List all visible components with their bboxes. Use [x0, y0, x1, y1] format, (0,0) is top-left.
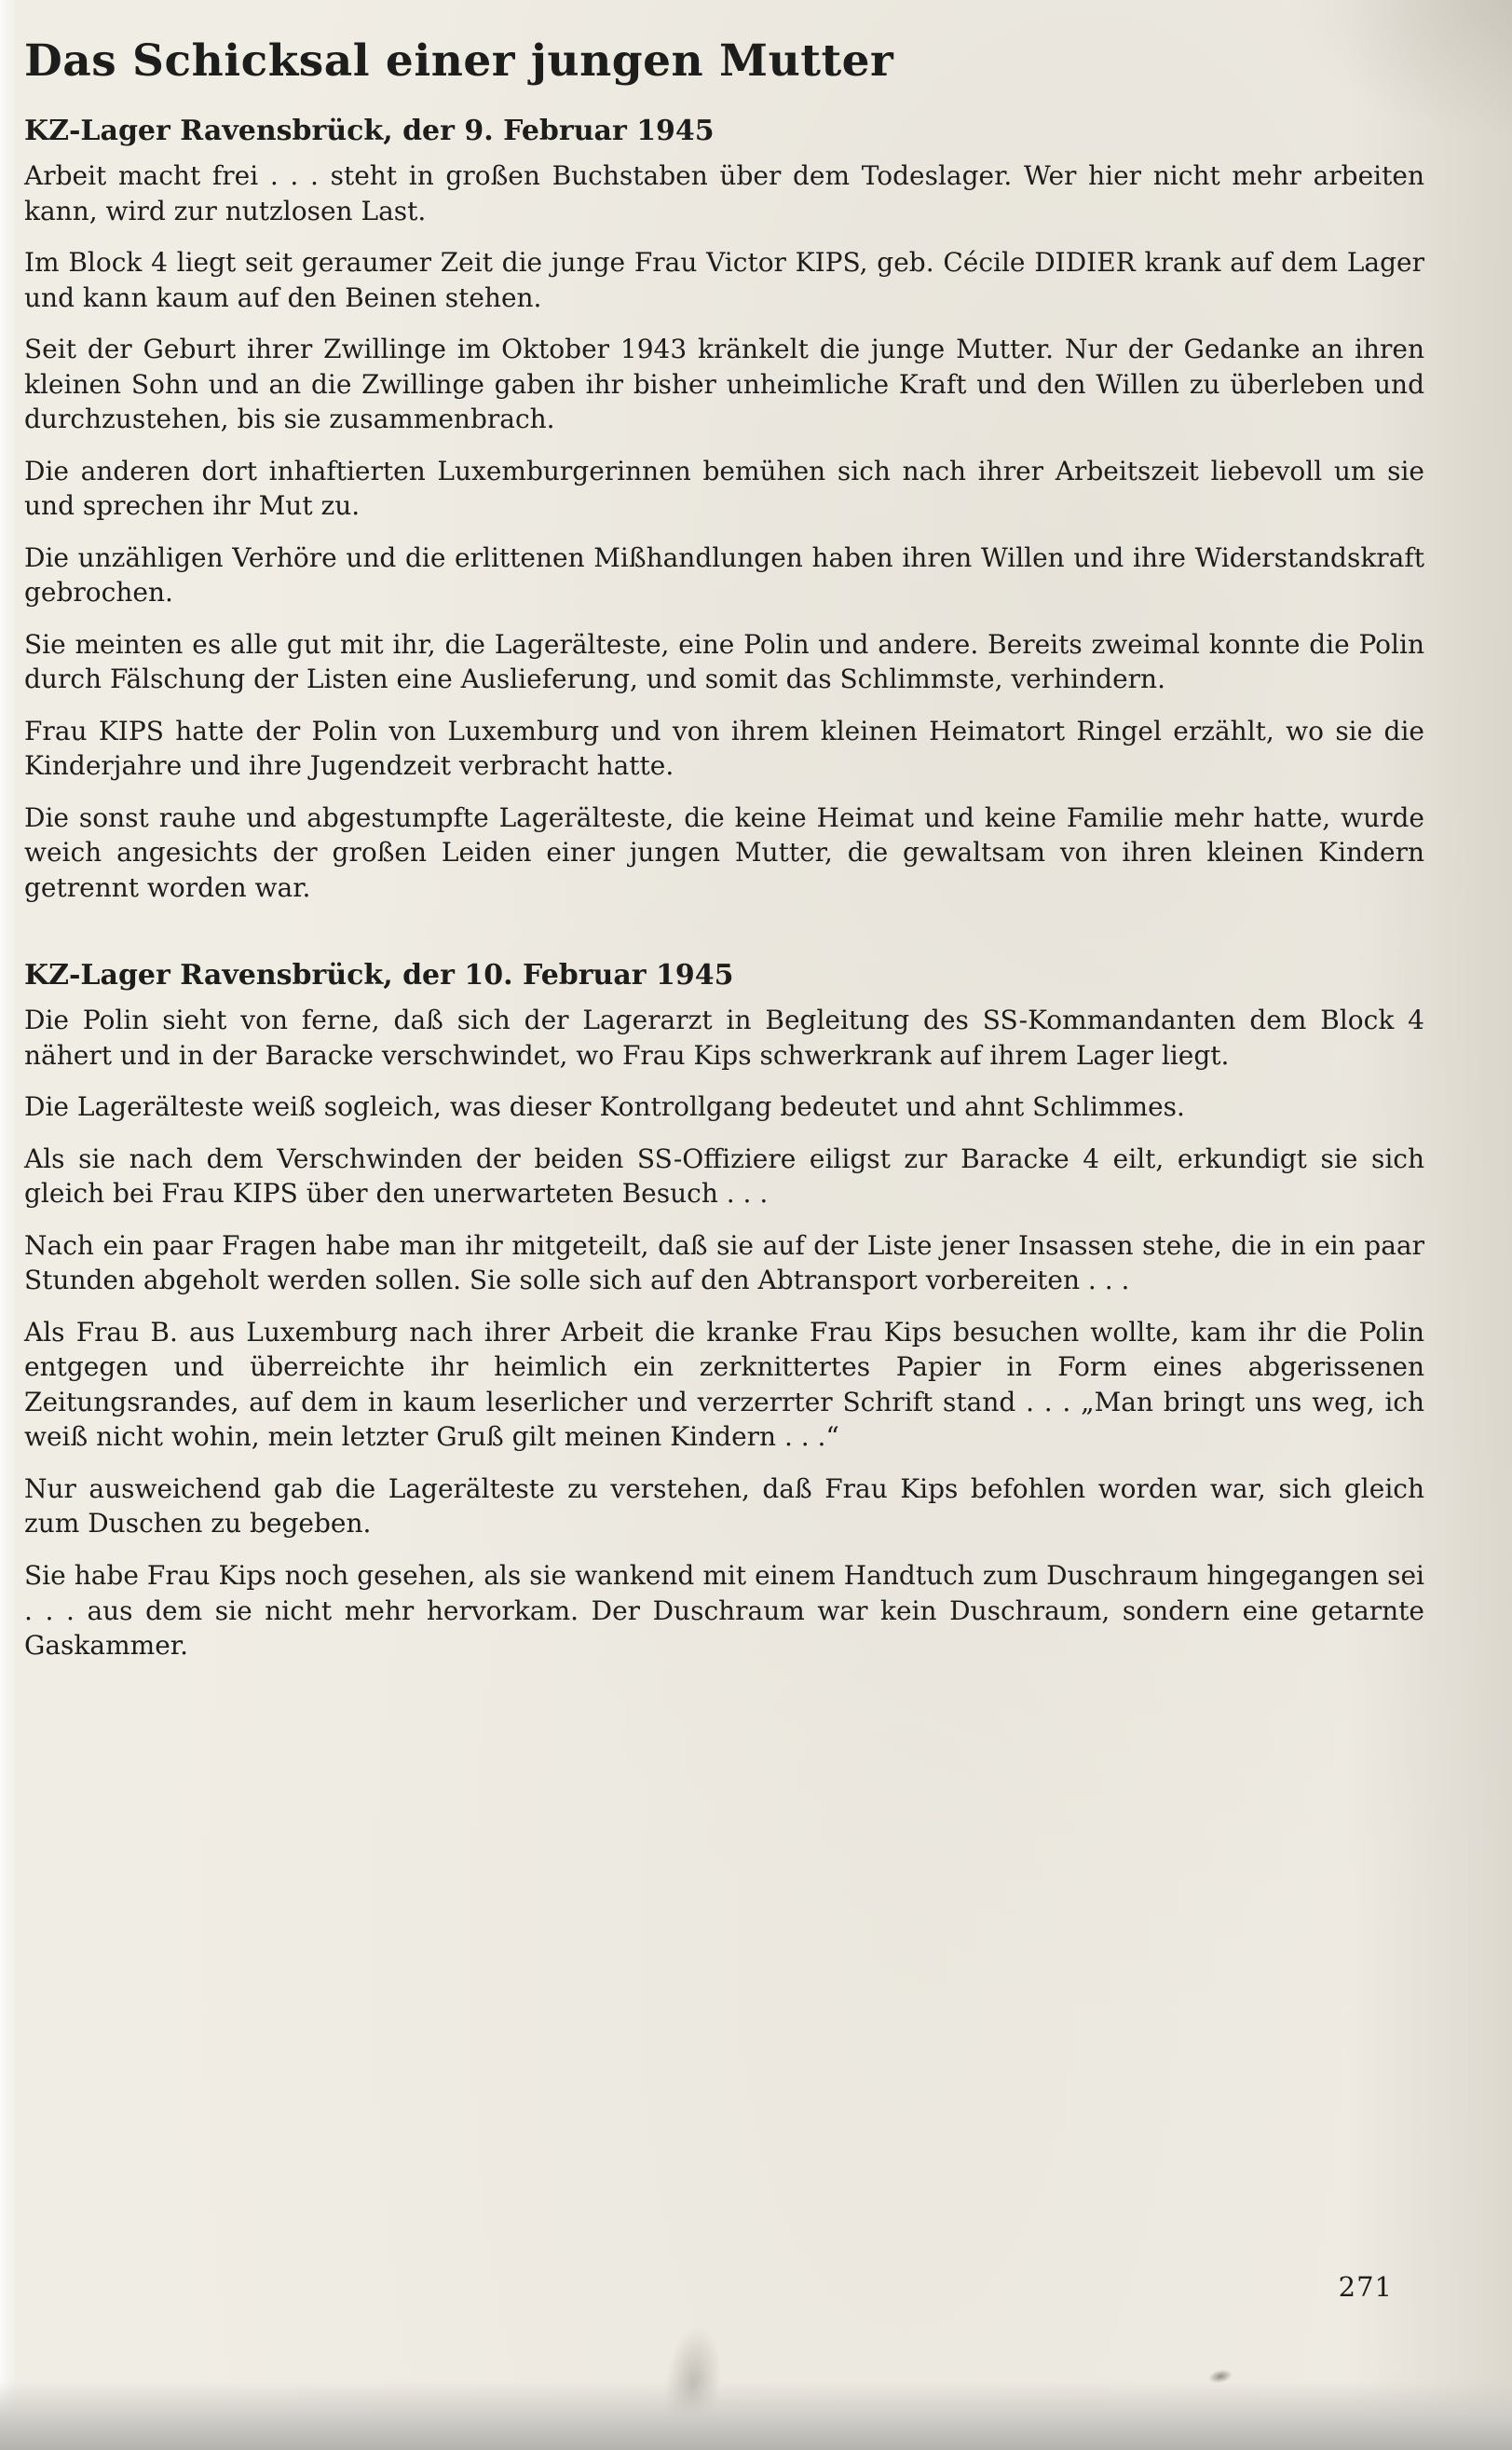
paragraph: Die unzähligen Verhöre und die erlittenen Mißhandlungen haben ihren Willen und ihre Widerstandskraft gebrochen. [24, 541, 1424, 609]
paragraph: Sie habe Frau Kips noch gesehen, als sie wankend mit einem Handtuch zum Duschraum hingegangen sei . . . aus dem sie nicht mehr hervorkam. Der Duschraum war kein Duschraum, sondern eine getarnte Gaskammer. [24, 1559, 1424, 1662]
section-february-9 [24, 115, 1424, 905]
paragraph: Seit der Geburt ihrer Zwillinge im Oktober 1943 kränkelt die junge Mutter. Nur der Gedanke an ihren kleinen Sohn und an die Zwillinge gaben ihr bisher unheimliche Kraft und den Willen zu überleben und durchzustehen, bis sie zusammenbrach. [24, 334, 1424, 435]
section-february-10 [24, 959, 1424, 1663]
paragraph: Arbeit macht frei . . . steht in großen Buchstaben über dem Todeslager. Wer hier nicht mehr arbeiten kann, wird zur nutzlosen Last. [24, 160, 1424, 226]
paragraph: Nach ein paar Fragen habe man ihr mitgeteilt, daß sie auf der Liste jener Insassen stehe, die in ein paar Stunden abgeholt werden sollen. Sie solle sich auf den Abtransport vorbereiten . . . [24, 1229, 1424, 1296]
paragraph: Im Block 4 liegt seit geraumer Zeit die junge Frau Victor KIPS, geb. Cécile DIDIER krank auf dem Lager und kann kaum auf den Beinen stehen. [24, 247, 1424, 313]
section-heading-feb-9: KZ-Lager Ravensbrück, der 9. Februar 1945 [24, 115, 715, 147]
paragraph: Die Polin sieht von ferne, daß sich der Lagerarzt in Begleitung des SS-Kommandanten dem Block 4 nähert und in der Baracke verschwindet, wo Frau Kips schwerkrank auf ihrem Lager liegt. [24, 1005, 1424, 1071]
paragraph: Als sie nach dem Verschwinden der beiden SS-Offiziere eiligst zur Baracke 4 eilt, erkundigt sie sich gleich bei Frau KIPS über den unerwarteten Besuch . . . [24, 1143, 1424, 1210]
paragraph: Nur ausweichend gab die Lagerälteste zu verstehen, daß Frau Kips befohlen worden war, sich gleich zum Duschen zu begeben. [24, 1472, 1424, 1540]
paragraph: Die sonst rauhe und abgestumpfte Lagerälteste, die keine Heimat und keine Familie mehr hatte, wurde weich angesichts der großen Leiden einer jungen Mutter, die gewaltsam von ihren kleinen Kindern getrennt worden war. [24, 801, 1424, 903]
page-number: 271 [1338, 2271, 1393, 2303]
paragraph: Als Frau B. aus Luxemburg nach ihrer Arbeit die kranke Frau Kips besuchen wollte, kam ihr die Polin entgegen und überreichte ihr heimlich ein zerknittertes Papier in Form eines abgerissenen Zeitungsrandes, auf dem in kaum leserlicher und verzerrter Schrift stand . . . „Man bringt uns weg, ich weiß nicht wohin, mein letzter Gruß gilt meinen Kindern . . .“ [24, 1316, 1424, 1453]
paragraph: Die Lagerälteste weiß sogleich, was dieser Kontrollgang bedeutet und ahnt Schlimmes. [24, 1091, 1185, 1123]
paragraph: Frau KIPS hatte der Polin von Luxemburg und von ihrem kleinen Heimatort Ringel erzählt, wo sie die Kinderjahre und ihre Jugendzeit verbracht hatte. [24, 715, 1424, 782]
paragraph: Sie meinten es alle gut mit ihr, die Lagerälteste, eine Polin und andere. Bereits zweimal konnte die Polin durch Fälschung der Listen eine Auslieferung, und somit das Schlimmste, verhindern. [24, 628, 1424, 695]
page-title: Das Schicksal einer jungen Mutter [24, 35, 894, 87]
section-heading-feb-10: KZ-Lager Ravensbrück, der 10. Februar 1945 [24, 959, 734, 992]
scan-shadow-bottom [0, 2381, 1512, 2450]
paragraph: Die anderen dort inhaftierten Luxemburgerinnen bemühen sich nach ihrer Arbeitszeit liebevoll um sie und sprechen ihr Mut zu. [24, 455, 1424, 522]
